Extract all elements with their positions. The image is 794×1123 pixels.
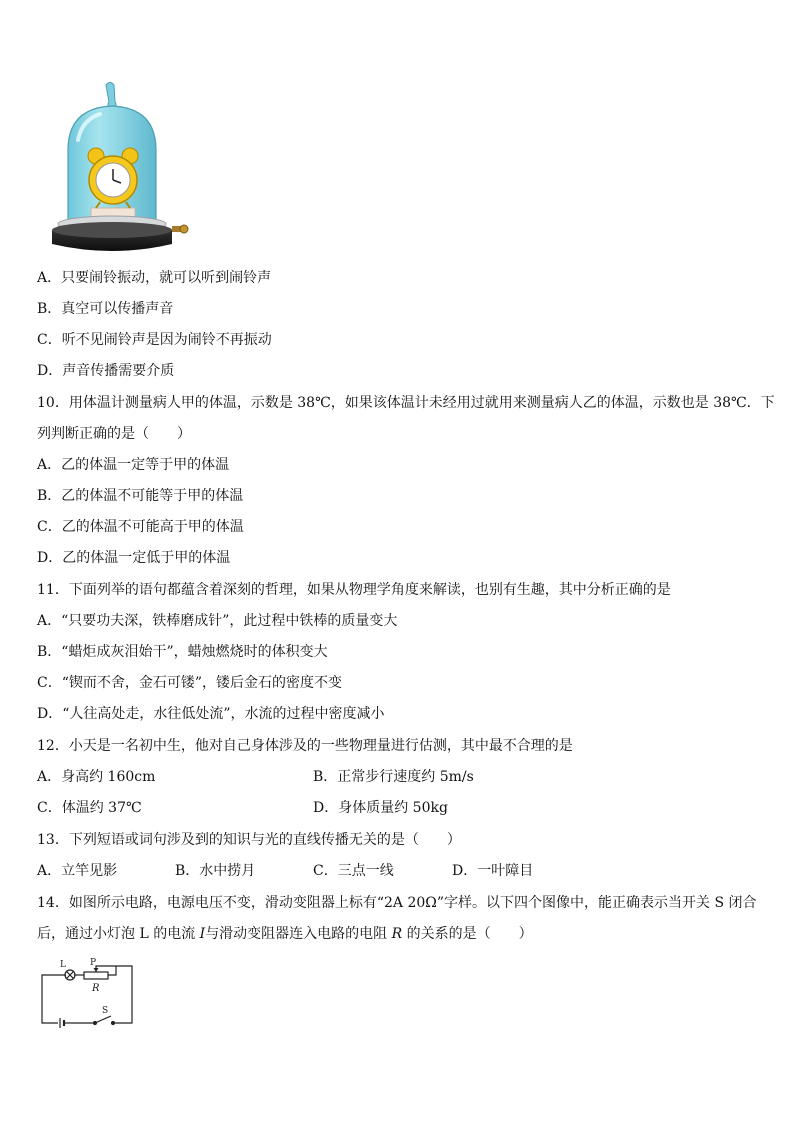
q10-stem-line2: 列判断正确的是（ ） (37, 426, 191, 442)
q11-option-a: A．“只要功夫深，铁棒磨成针”，此过程中铁棒的质量变大 (37, 613, 398, 629)
q12-stem: 12．小天是一名初中生，他对自己身体涉及的一些物理量进行估测，其中最不合理的是 (37, 738, 573, 754)
q13-option-b: B．水中捞月 (175, 863, 256, 879)
bell-jar-figure (48, 80, 190, 260)
circuit-label-lamp: L (60, 960, 66, 970)
q14-var-resistance: R (391, 926, 403, 942)
q13-option-c: C．三点一线 (313, 863, 394, 879)
q10-option-b: B．乙的体温不可能等于甲的体温 (37, 488, 244, 504)
q9-option-d: D．声音传播需要介质 (37, 363, 175, 379)
q14-stem-text-a: 后，通过小灯泡 L 的电流 (37, 926, 200, 942)
q14-stem-text-c: 的关系的是（ ） (402, 926, 533, 942)
q13-stem: 13．下列短语或词句涉及到的知识与光的直线传播无关的是（ ） (37, 832, 461, 848)
q9-option-b: B．真空可以传播声音 (37, 301, 174, 317)
q11-option-c: C．“锲而不舍，金石可镂”，镂后金石的密度不变 (37, 675, 343, 691)
q10-option-d: D．乙的体温一定低于甲的体温 (37, 550, 231, 566)
q14-stem-text-b: 与滑动变阻器连入电路的电阻 (205, 926, 392, 942)
q14-stem-line1: 14．如图所示电路，电源电压不变，滑动变阻器上标有“2A 20Ω”字样。以下四个图像中，能正确表示当开关 S 闭合 (37, 895, 757, 911)
q11-option-b: B．“蜡炬成灰泪始干”，蜡烛燃烧时的体积变大 (37, 644, 328, 660)
q11-stem: 11．下面列举的语句都蕴含着深刻的哲理，如果从物理学角度来解读，也别有生趣，其中分析正确的是 (37, 582, 671, 598)
q10-stem-line1: 10．用体温计测量病人甲的体温，示数是 38℃，如果该体温计未经用过就用来测量病人乙的体温，示数也是 38℃．下 (37, 395, 775, 411)
circuit-label-slider: P (90, 958, 97, 968)
circuit-diagram (38, 958, 138, 1028)
q12-option-c: C．体温约 37℃ (37, 800, 142, 816)
q13-option-a: A．立竿见影 (37, 863, 118, 879)
q10-option-c: C．乙的体温不可能高于甲的体温 (37, 519, 244, 535)
q9-option-c: C．听不见闹铃声是因为闹铃不再振动 (37, 332, 272, 348)
q9-option-a: A．只要闹铃振动，就可以听到闹铃声 (37, 270, 272, 286)
q12-option-b: B．正常步行速度约 5m/s (313, 769, 474, 785)
q14-stem-line2 (37, 925, 533, 943)
q12-option-a: A．身高约 160cm (37, 769, 156, 785)
q14-var-current: I (199, 926, 206, 942)
q10-option-a: A．乙的体温一定等于甲的体温 (37, 457, 230, 473)
q13-option-d: D．一叶障目 (452, 863, 534, 879)
q12-option-d: D．身体质量约 50kg (313, 800, 448, 816)
q11-option-d: D．“人往高处走，水往低处流”，水流的过程中密度减小 (37, 706, 385, 722)
circuit-label-resistor: R (92, 983, 100, 994)
circuit-label-switch: S (102, 1006, 109, 1016)
